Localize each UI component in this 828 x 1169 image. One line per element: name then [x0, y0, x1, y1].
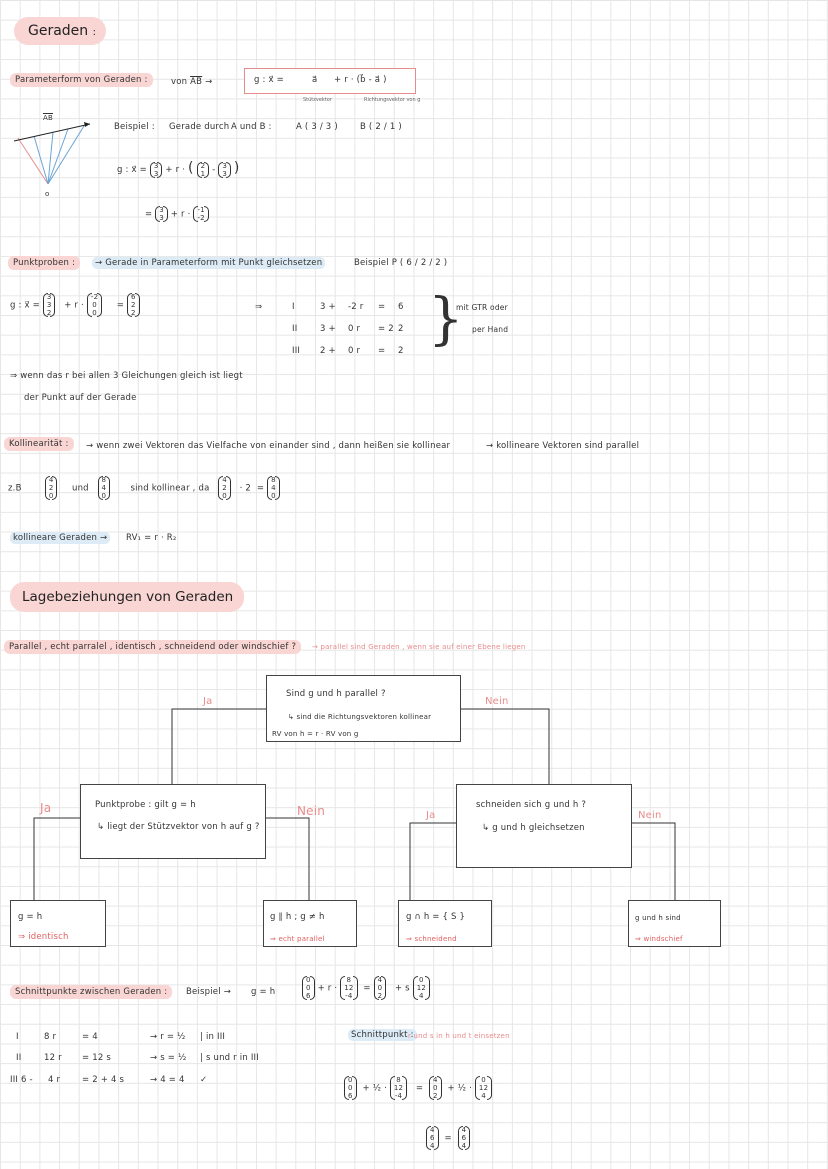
vector: 2 1: [197, 162, 210, 178]
leaf2-sub: ⇒ echt parallel: [270, 935, 325, 943]
leaf1-title: g = h: [18, 912, 43, 922]
top-formula: RV von h = r · RV von g: [272, 730, 359, 738]
vector: 4 0 2: [374, 976, 387, 1000]
ja-label-left: Ja: [40, 801, 52, 815]
nein-label-right: Nein: [638, 810, 662, 821]
schnitt-g-eq-h: g = h: [251, 987, 276, 997]
punktproben-desc: → Gerade in Parameterform mit Punkt gleichsetzen: [92, 258, 325, 268]
sketch-ab-label: $\overline{AB}$: [43, 114, 53, 122]
kolli-desc-2: → kollineare Vektoren sind parallel: [486, 441, 640, 451]
eq2: = 3 3 + r · -1 -2: [145, 206, 209, 222]
vector: 0 12 4: [475, 1076, 492, 1100]
beispiel-label: Beispiel :: [114, 122, 155, 132]
schnittpunkt-desc: r und s in h und t einsetzen: [408, 1032, 510, 1040]
nein-label-left: Nein: [297, 804, 326, 818]
left-sub: ↳ liegt der Stützvektor von h auf g ?: [97, 822, 260, 832]
kolli-example: z.B 4 2 0 und 8 4 0 sind kollinear , da 4 2 0 · 2 = 8 4 0: [8, 476, 280, 500]
von-label: von $\overline{AB}$ →: [171, 77, 213, 87]
schnitt-beispiel: Beispiel →: [186, 987, 232, 997]
vector: 3 3 2: [43, 293, 56, 317]
vector: 0 0 6: [344, 1076, 357, 1100]
ja-label-top: Ja: [203, 696, 213, 707]
rv-formula: RV₁ = r · R₂: [126, 533, 177, 543]
koll-geraden: kollineare Geraden →: [10, 533, 110, 543]
punktproben-beispiel: Beispiel P ( 6 / 2 / 2 ): [354, 258, 448, 268]
lage-question: Parallel , echt parralel , identisch , schneidend oder windschief ?: [4, 640, 301, 654]
leaf4-title: g und h sind: [635, 914, 681, 922]
vector: 6 2 2: [127, 293, 140, 317]
kollinearitaet-heading: Kollinearität :: [4, 437, 74, 451]
schnitt-row-2: II 12 r = 12 s → s = ½ | s und r in III: [16, 1053, 259, 1063]
vector: 4 2 0: [45, 476, 58, 500]
parameterform-heading: Parameterform von Geraden :: [10, 73, 153, 87]
gtr-note-1: mit GTR oder: [456, 303, 508, 312]
vector: 4 0 2: [429, 1076, 442, 1100]
sketch-o-label: o: [45, 190, 50, 198]
implies-arrow: ⇒: [255, 302, 263, 312]
lgs-row-3: III 2 + 0 r = 2: [292, 346, 404, 356]
vector: -2 0 0: [87, 293, 102, 317]
schnitt-heading: Schnittpunkte zwischen Geraden :: [10, 985, 172, 999]
point-a: A ( 3 / 3 ): [296, 122, 338, 132]
point-b: B ( 2 / 1 ): [360, 122, 402, 132]
nein-label-top: Nein: [485, 696, 509, 707]
top-sub: ↳ sind die Richtungsvektoren kollinear: [288, 713, 432, 721]
vector: 8 12 -4: [390, 1076, 407, 1100]
leaf2-title: g ∥ h ; g ≠ h: [270, 912, 325, 922]
lage-hint: → parallel sind Geraden , wenn sie auf einer Ebene liegen: [312, 643, 526, 651]
stuetzvektor-note: Stützvektor: [303, 97, 332, 103]
page-title: Geraden :: [28, 23, 96, 39]
vector: 8 12 -4: [340, 976, 357, 1000]
leaf1-sub: ⇒ identisch: [18, 932, 69, 942]
vector: 4 6 4: [458, 1126, 471, 1150]
gtr-note-2: per Hand: [472, 325, 509, 334]
formula-g: g : x⃗ =: [254, 75, 284, 85]
gerade-durch: Gerade durch: [169, 122, 230, 132]
lgs-row-2: II 3 + 0 r = 2 2: [292, 324, 404, 334]
top-question: Sind g und h parallel ?: [286, 689, 386, 699]
vector: 8 4 0: [98, 476, 111, 500]
leaf3-sub: ⇒ schneidend: [406, 935, 457, 943]
lage-title: Lagebeziehungen von Geraden: [22, 589, 234, 605]
punkt-note-1: ⇒ wenn das r bei allen 3 Gleichungen gleich ist liegt: [10, 371, 243, 381]
vector: 0 0 6: [302, 976, 315, 1000]
leaf4-sub: ⇒ windschief: [635, 935, 683, 943]
vector: 4 2 0: [218, 476, 231, 500]
vector: 8 4 0: [267, 476, 280, 500]
lgs-row-1: I 3 + -2 r = 6: [292, 302, 404, 312]
right-sub: ↳ g und h gleichsetzen: [482, 823, 585, 833]
punkt-note-2: der Punkt auf der Gerade: [24, 393, 137, 403]
curly-brace: }: [428, 287, 464, 352]
formula-rest: + r · (b⃗ - a⃗ ): [334, 75, 387, 85]
right-question: schneiden sich g und h ?: [476, 800, 587, 810]
vector: 3 3: [150, 162, 163, 178]
schnitt-row-1: I 8 r = 4 → r = ½ | in III: [16, 1032, 226, 1042]
schnitt-eq: 0 0 6 + r · 8 12 -4 = 4 0 2 + s 0 12 4: [302, 976, 430, 1000]
punktproben-heading: Punktproben :: [8, 256, 80, 270]
a-und-b: A und B :: [231, 122, 272, 132]
schnitt-row-3: III 6 - 4 r = 2 + 4 s → 4 = 4 ✓: [10, 1075, 208, 1085]
schnitt-eq-2: 0 0 6 + ½ · 8 12 -4 = 4 0 2 + ½ · 0 12 4: [344, 1076, 492, 1100]
eq1: g : x⃗ = 3 3 + r · ( 2 1 - 3 3 ): [117, 160, 240, 178]
vector: 3 3: [218, 162, 231, 178]
vector: 4 6 4: [426, 1126, 439, 1150]
schnittpunkt-label: Schnittpunkt :: [348, 1030, 417, 1040]
vector: 0 12 4: [413, 976, 430, 1000]
formula-a: a⃗: [312, 75, 318, 85]
left-question: Punktprobe : gilt g = h: [95, 800, 196, 810]
punkt-eq: g : x⃗ = 3 3 2 + r · -2 0 0 = 6 2 2: [10, 293, 140, 317]
leaf3-title: g ∩ h = { S }: [406, 912, 466, 922]
kolli-desc: → wenn zwei Vektoren das Vielfache von einander sind , dann heißen sie kollinear: [86, 441, 451, 451]
richtungsvektor-note: Richtungsvektor von g: [364, 97, 421, 103]
vector: -1 -2: [193, 206, 208, 222]
vector: 3 3: [155, 206, 168, 222]
schnitt-result: 4 6 4 = 4 6 4: [426, 1126, 470, 1150]
ja-label-right: Ja: [426, 810, 436, 821]
